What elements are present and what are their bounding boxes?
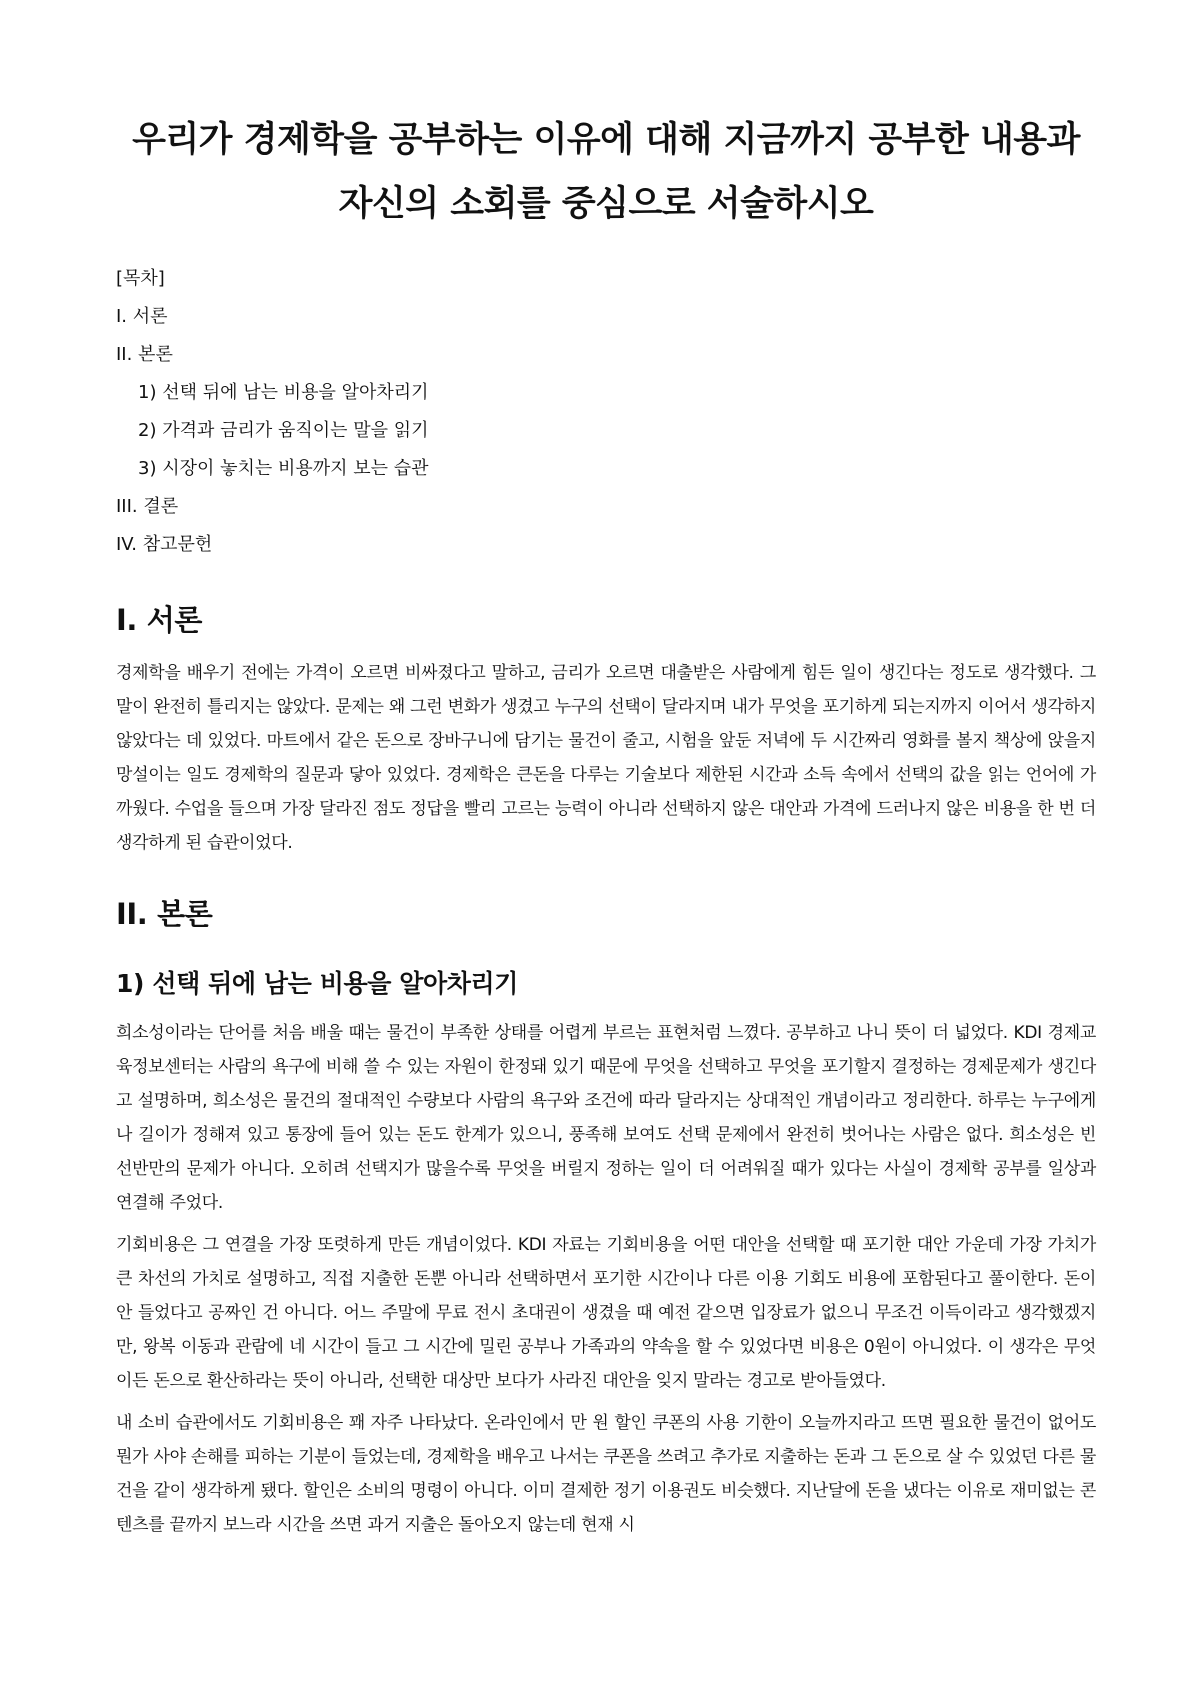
section-heading-introduction: I. 서론 xyxy=(116,603,202,637)
body-paragraph: 희소성이라는 단어를 처음 배울 때는 물건이 부족한 상태를 어렵게 부르는 표현처럼 느꼈다. 공부하고 나니 뜻이 더 넓었다. KDI 경제교육정보센터는 사람의 욕구에 비해 쓸 수 있는 자원이 한정돼 있기 때문에 무엇을 선택하고 무엇을 포기할지 결정하는 경제문제가 생긴다고 설명하며, 희소성은 물건의 절대적인 수량보다 사람의 욕구와 조건에 따라 달라지는 상대적인 개념이라고 정리한다. 하루는 누구에게나 길이가 정해져 있고 통장에 들어 있는 돈도 한계가 있으니, 풍족해 보여도 선택 문제에서 완전히 벗어나는 사람은 없다. 희소성은 빈 선반만의 문제가 아니다. 오히려 선택지가 많을수록 무엇을 버릴지 정하는 일이 더 어려워질 때가 있다는 사실이 경제학 공부를 일상과 연결해 주었다. xyxy=(116,1023,1096,1213)
toc-subitem: 3) 시장이 놓치는 비용까지 보는 습관 xyxy=(138,458,429,479)
toc-item: III. 결론 xyxy=(116,496,179,517)
table-of-contents xyxy=(116,260,1096,564)
subsection-heading-1: 1) 선택 뒤에 남는 비용을 알아차리기 xyxy=(116,969,519,998)
section-heading-body: II. 본론 xyxy=(116,897,213,931)
title-line-1: 우리가 경제학을 공부하는 이유에 대해 지금까지 공부한 내용과 xyxy=(132,120,1080,160)
body-paragraph: 기회비용은 그 연결을 가장 또렷하게 만든 개념이었다. KDI 자료는 기회비용을 어떤 대안을 선택할 때 포기한 대안 가운데 가장 가치가 큰 차선의 가치로 설명하고, 직접 지출한 돈뿐 아니라 선택하면서 포기한 시간이나 다른 이용 기회도 비용에 포함된다고 풀이한다. 돈이 안 들었다고 공짜인 건 아니다. 어느 주말에 무료 전시 초대권이 생겼을 때 예전 같으면 입장료가 없으니 무조건 이득이라고 생각했겠지만, 왕복 이동과 관람에 네 시간이 들고 그 시간에 밀린 공부나 가족과의 약속을 할 수 있었다면 비용은 0원이 아니었다. 이 생각은 무엇이든 돈으로 환산하라는 뜻이 아니라, 선택한 대상만 보다가 사라진 대안을 잊지 말라는 경고로 받아들였다. xyxy=(116,1235,1096,1391)
toc-subitem: 2) 가격과 금리가 움직이는 말을 읽기 xyxy=(138,420,429,441)
toc-item: II. 본론 xyxy=(116,344,173,365)
toc-subitem: 1) 선택 뒤에 남는 비용을 알아차리기 xyxy=(138,382,429,403)
title-line-2: 자신의 소회를 중심으로 서술하시오 xyxy=(338,184,874,224)
introduction-paragraph: 경제학을 배우기 전에는 가격이 오르면 비싸졌다고 말하고, 금리가 오르면 대출받은 사람에게 힘든 일이 생긴다는 정도로 생각했다. 그 말이 완전히 틀리지는 않았다. 문제는 왜 그런 변화가 생겼고 누구의 선택이 달라지며 내가 무엇을 포기하게 되는지까지 이어서 생각하지 않았다는 데 있었다. 마트에서 같은 돈으로 장바구니에 담기는 물건이 줄고, 시험을 앞둔 저녁에 두 시간짜리 영화를 볼지 책상에 앉을지 망설이는 일도 경제학의 질문과 닿아 있었다. 경제학은 큰돈을 다루는 기술보다 제한된 시간과 소득 속에서 선택의 값을 읽는 언어에 가까웠다. 수업을 들으며 가장 달라진 점도 정답을 빨리 고르는 능력이 아니라 선택하지 않은 대안과 가격에 드러나지 않은 비용을 한 번 더 생각하게 된 습관이었다. xyxy=(116,663,1096,853)
toc-item: I. 서론 xyxy=(116,306,168,327)
toc-item: IV. 참고문헌 xyxy=(116,534,213,555)
toc-heading: [목차] xyxy=(116,268,165,289)
body-paragraph: 내 소비 습관에서도 기회비용은 꽤 자주 나타났다. 온라인에서 만 원 할인 쿠폰의 사용 기한이 오늘까지라고 뜨면 필요한 물건이 없어도 뭔가 사야 손해를 피하는 기분이 들었는데, 경제학을 배우고 나서는 쿠폰을 쓰려고 추가로 지출하는 돈과 그 돈으로 살 수 있었던 다른 물건을 같이 생각하게 됐다. 할인은 소비의 명령이 아니다. 이미 결제한 정기 이용권도 비슷했다. 지난달에 돈을 냈다는 이유로 재미없는 콘텐츠를 끝까지 보느라 시간을 쓰면 과거 지출은 돌아오지 않는데 현재 시 xyxy=(116,1413,1096,1535)
document-title xyxy=(116,108,1096,236)
